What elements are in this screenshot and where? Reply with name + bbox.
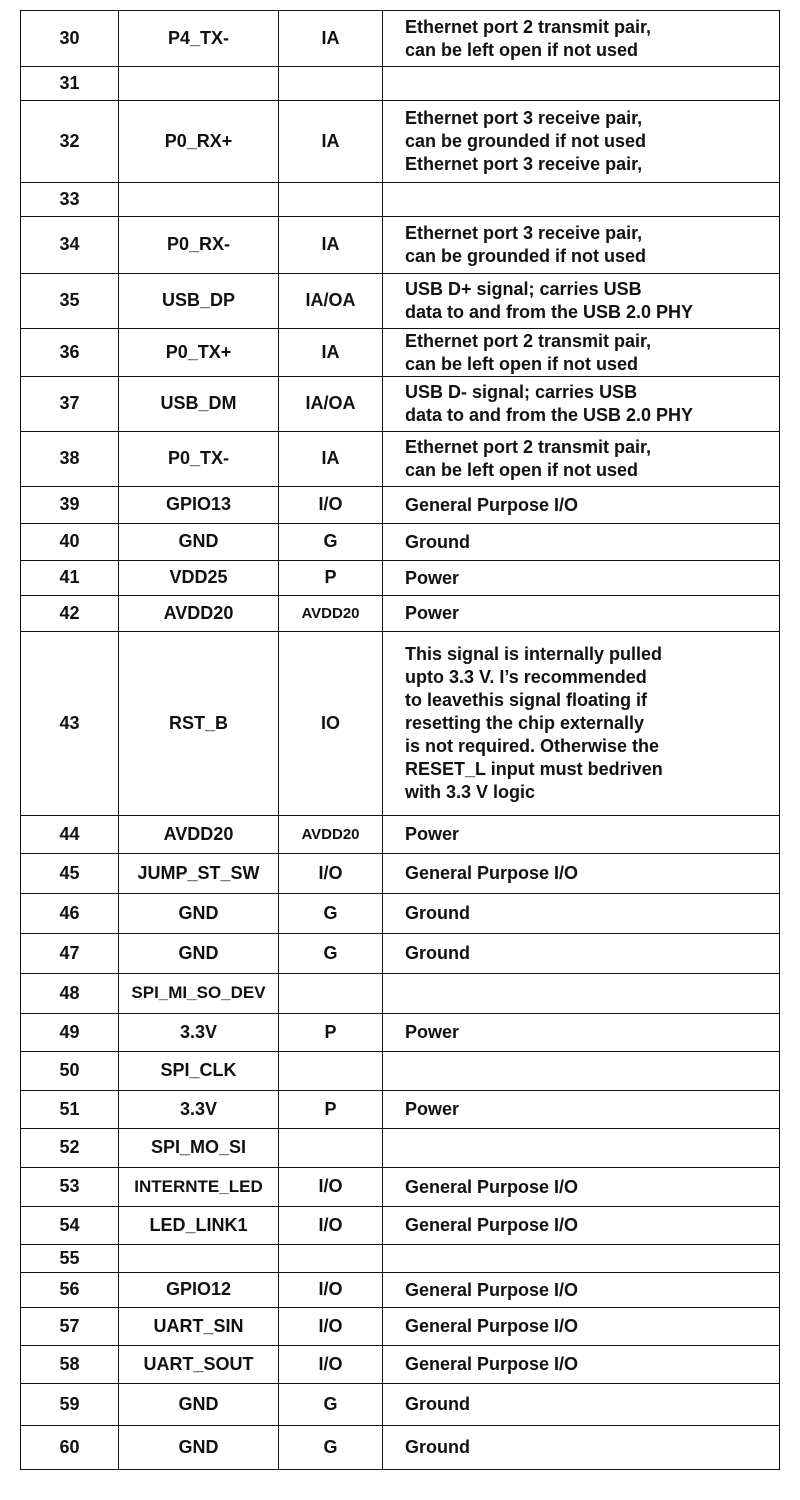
pin-number-cell: 44 <box>21 816 119 853</box>
table-row <box>21 1346 779 1384</box>
table-row <box>21 1245 779 1273</box>
pin-description-cell: This signal is internally pulled upto 3.3 V. I’s recommended to leavethis signal floating if resetting the chip externally is not required. Otherwise the RESET_L input must bedriven with 3.3 V logic <box>405 644 663 802</box>
pin-name-cell: P0_TX+ <box>119 329 279 376</box>
table-row <box>21 101 779 183</box>
pin-type-cell: I/O <box>279 854 383 893</box>
table-row <box>21 1168 779 1207</box>
pin-type-cell: IO <box>279 632 383 815</box>
pin-name-cell: LED_LINK1 <box>119 1207 279 1244</box>
pin-type-cell: P <box>279 1091 383 1128</box>
pin-description-cell: General Purpose I/O <box>405 1279 579 1300</box>
pin-number-cell: 32 <box>21 101 119 182</box>
table-row <box>21 487 779 524</box>
pin-description-cell: Ground <box>405 1394 470 1414</box>
pin-type-cell <box>279 1052 383 1090</box>
pin-description-cell <box>383 67 779 100</box>
pin-number-cell: 40 <box>21 524 119 560</box>
pin-type-cell: P <box>279 561 383 595</box>
pin-name-cell: AVDD20 <box>119 816 279 853</box>
pin-number-cell: 30 <box>21 11 119 66</box>
pin-description-cell: Power <box>405 567 460 588</box>
pin-description-cell: General Purpose I/O <box>405 1176 579 1197</box>
pin-name-cell <box>119 67 279 100</box>
pin-number-cell: 46 <box>21 894 119 933</box>
pin-type-cell: I/O <box>279 1207 383 1244</box>
pin-name-cell: AVDD20 <box>119 596 279 631</box>
table-row <box>21 854 779 894</box>
pin-type-cell: IA <box>279 432 383 486</box>
pin-description-cell: USB D+ signal; carries USB data to and from the USB 2.0 PHY <box>405 279 694 322</box>
pin-name-cell: SPI_MI_SO_DEV <box>119 974 279 1013</box>
table-row <box>21 329 779 377</box>
pin-name-cell: P0_RX- <box>119 217 279 273</box>
pin-name-cell: SPI_CLK <box>119 1052 279 1090</box>
pin-type-cell <box>279 183 383 216</box>
pin-description-cell: Power <box>405 603 460 623</box>
pin-description-cell: Ground <box>405 531 470 552</box>
pin-number-cell: 60 <box>21 1426 119 1469</box>
pin-number-cell: 42 <box>21 596 119 631</box>
pin-name-cell: P0_TX- <box>119 432 279 486</box>
table-row <box>21 524 779 561</box>
pin-type-cell: IA/OA <box>279 274 383 328</box>
pin-description-cell: Ground <box>405 943 470 963</box>
pin-number-cell: 50 <box>21 1052 119 1090</box>
pin-number-cell: 58 <box>21 1346 119 1383</box>
pin-number-cell: 34 <box>21 217 119 273</box>
pin-description-cell: General Purpose I/O <box>405 863 579 883</box>
table-row <box>21 217 779 274</box>
pin-description-cell: General Purpose I/O <box>405 494 579 515</box>
pin-name-cell: GPIO13 <box>119 487 279 523</box>
pin-number-cell: 54 <box>21 1207 119 1244</box>
pin-number-cell: 31 <box>21 67 119 100</box>
pin-number-cell: 52 <box>21 1129 119 1167</box>
pin-description-table <box>20 10 780 1470</box>
pin-number-cell: 33 <box>21 183 119 216</box>
pin-description-cell: Ethernet port 2 transmit pair, can be left open if not used <box>405 16 652 60</box>
pin-number-cell: 48 <box>21 974 119 1013</box>
pin-number-cell: 49 <box>21 1014 119 1051</box>
table-row <box>21 894 779 934</box>
pin-name-cell <box>119 183 279 216</box>
pin-number-cell: 37 <box>21 377 119 431</box>
pin-description-cell <box>383 1245 779 1272</box>
pin-type-cell <box>279 974 383 1013</box>
pin-type-cell: IA <box>279 11 383 66</box>
pin-number-cell: 43 <box>21 632 119 815</box>
pin-name-cell: GND <box>119 1426 279 1469</box>
pin-type-cell: G <box>279 934 383 973</box>
pin-number-cell: 55 <box>21 1245 119 1272</box>
pin-number-cell: 59 <box>21 1384 119 1425</box>
table-row <box>21 1384 779 1426</box>
pin-number-cell: 41 <box>21 561 119 595</box>
pin-type-cell: G <box>279 1426 383 1469</box>
table-row <box>21 1014 779 1052</box>
table-row <box>21 67 779 101</box>
pin-name-cell: RST_B <box>119 632 279 815</box>
pin-name-cell <box>119 1245 279 1272</box>
table-row <box>21 11 779 67</box>
pin-description-cell: Ethernet port 3 receive pair, can be grounded if not used Ethernet port 3 receive pair, <box>405 108 647 174</box>
pin-type-cell: AVDD20 <box>279 816 383 853</box>
pin-description-cell: Power <box>405 1022 460 1042</box>
pin-number-cell: 53 <box>21 1168 119 1206</box>
table-row <box>21 432 779 487</box>
pin-type-cell: AVDD20 <box>279 596 383 631</box>
pin-description-cell <box>383 974 779 1013</box>
pin-type-cell <box>279 1129 383 1167</box>
pin-description-cell: Power <box>405 1099 460 1119</box>
pin-type-cell <box>279 67 383 100</box>
pin-description-cell: General Purpose I/O <box>405 1354 579 1374</box>
pin-name-cell: VDD25 <box>119 561 279 595</box>
pin-description-cell: Ethernet port 2 transmit pair, can be left open if not used <box>405 330 652 374</box>
pin-type-cell: IA <box>279 101 383 182</box>
table-row <box>21 1052 779 1091</box>
pin-description-cell <box>383 1129 779 1167</box>
table-row <box>21 1273 779 1308</box>
pin-description-cell: General Purpose I/O <box>405 1316 579 1336</box>
pin-name-cell: UART_SOUT <box>119 1346 279 1383</box>
pin-type-cell: G <box>279 894 383 933</box>
pin-number-cell: 57 <box>21 1308 119 1345</box>
pin-number-cell: 39 <box>21 487 119 523</box>
pin-name-cell: INTERNTE_LED <box>119 1168 279 1206</box>
pin-description-cell: General Purpose I/O <box>405 1215 579 1235</box>
pin-number-cell: 36 <box>21 329 119 376</box>
pin-name-cell: JUMP_ST_SW <box>119 854 279 893</box>
table-row <box>21 1308 779 1346</box>
pin-description-cell: Ethernet port 2 transmit pair, can be left open if not used <box>405 437 652 480</box>
pin-type-cell: IA/OA <box>279 377 383 431</box>
pin-name-cell: SPI_MO_SI <box>119 1129 279 1167</box>
table-row <box>21 1129 779 1168</box>
pin-name-cell: 3.3V <box>119 1014 279 1051</box>
pin-name-cell: 3.3V <box>119 1091 279 1128</box>
pin-number-cell: 47 <box>21 934 119 973</box>
pin-type-cell: IA <box>279 329 383 376</box>
pin-name-cell: USB_DM <box>119 377 279 431</box>
pin-name-cell: GND <box>119 934 279 973</box>
pin-type-cell: G <box>279 1384 383 1425</box>
pin-number-cell: 35 <box>21 274 119 328</box>
pin-description-cell <box>383 183 779 216</box>
pin-name-cell: GPIO12 <box>119 1273 279 1307</box>
pin-description-cell: Power <box>405 824 460 844</box>
pin-name-cell: GND <box>119 894 279 933</box>
pin-type-cell: P <box>279 1014 383 1051</box>
table-row <box>21 1091 779 1129</box>
table-row <box>21 596 779 632</box>
pin-name-cell: USB_DP <box>119 274 279 328</box>
pin-number-cell: 56 <box>21 1273 119 1307</box>
table-row <box>21 1426 779 1470</box>
pin-type-cell: I/O <box>279 1308 383 1345</box>
pin-description-cell <box>383 1052 779 1090</box>
pin-type-cell: I/O <box>279 1273 383 1307</box>
pin-number-cell: 45 <box>21 854 119 893</box>
pin-description-cell: USB D- signal; carries USB data to and from the USB 2.0 PHY <box>405 382 694 425</box>
pin-type-cell: G <box>279 524 383 560</box>
pin-number-cell: 38 <box>21 432 119 486</box>
table-row <box>21 377 779 432</box>
pin-number-cell: 51 <box>21 1091 119 1128</box>
table-row <box>21 183 779 217</box>
table-row <box>21 632 779 816</box>
table-row <box>21 816 779 854</box>
pin-description-cell: Ethernet port 3 receive pair, can be grounded if not used <box>405 223 647 266</box>
pin-name-cell: GND <box>119 524 279 560</box>
table-row <box>21 974 779 1014</box>
pin-name-cell: P4_TX- <box>119 11 279 66</box>
pin-description-cell: Ground <box>405 1437 470 1457</box>
pin-type-cell: IA <box>279 217 383 273</box>
pin-type-cell: I/O <box>279 487 383 523</box>
table-row <box>21 561 779 596</box>
table-row <box>21 274 779 329</box>
pin-type-cell <box>279 1245 383 1272</box>
pin-description-cell: Ground <box>405 903 470 923</box>
pin-name-cell: GND <box>119 1384 279 1425</box>
pin-name-cell: P0_RX+ <box>119 101 279 182</box>
pin-type-cell: I/O <box>279 1346 383 1383</box>
table-row <box>21 1207 779 1245</box>
pin-name-cell: UART_SIN <box>119 1308 279 1345</box>
table-row <box>21 934 779 974</box>
pin-type-cell: I/O <box>279 1168 383 1206</box>
